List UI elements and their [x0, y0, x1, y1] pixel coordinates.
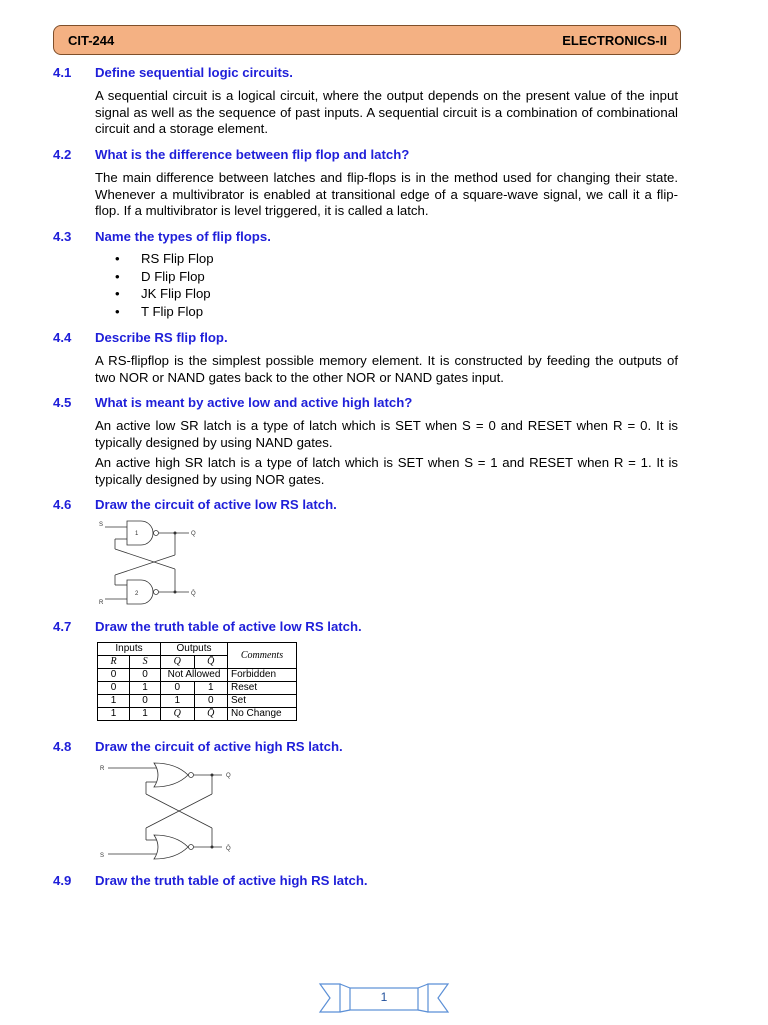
table-row — [98, 708, 297, 721]
question-number: 4.4 — [53, 330, 72, 345]
answer-4-2: The main difference between latches and flip-flops is in the method used for changing their state. Whenever a multivibrator is enabled at transitional edge of a square-wave signal, we call it a flip-flop. If a multivibrator is level triggered, it is called a latch. — [95, 170, 678, 219]
table-cell: 1 — [194, 682, 228, 695]
col-header: S — [130, 656, 161, 669]
page-number-ribbon — [318, 976, 450, 1020]
table-cell: 1 — [130, 708, 161, 721]
page-number: 1 — [380, 990, 388, 1004]
active-high-rs-latch-circuit — [96, 760, 246, 864]
question-text: What is the difference between flip flop and latch? — [95, 147, 410, 162]
question-number: 4.7 — [53, 619, 72, 634]
table-cell: No Change — [228, 708, 297, 721]
table-cell: 0 — [130, 669, 161, 682]
s-input-label: S — [99, 522, 104, 528]
table-cell: 1 — [98, 695, 130, 708]
list-item: • JK Flip Flop — [95, 285, 214, 303]
answer-4-5-high: An active high SR latch is a type of latch which is SET when S = 1 and RESET when R = 1. It is typically designed by using NOR gates. — [95, 455, 678, 487]
question-4-1 — [53, 65, 293, 80]
flip-flop-type-list — [95, 250, 214, 321]
col-header: Q — [161, 656, 195, 669]
question-4-4 — [53, 330, 228, 345]
question-4-6 — [53, 497, 337, 512]
table-cell: 1 — [98, 708, 130, 721]
question-number: 4.9 — [53, 873, 72, 888]
question-text: Draw the truth table of active high RS latch. — [95, 873, 368, 888]
col-header: R — [98, 656, 130, 669]
table-cell: Reset — [228, 682, 297, 695]
table-cell: 1 — [130, 682, 161, 695]
q-output-label: Q — [191, 531, 196, 537]
table-cell: 0 — [194, 695, 228, 708]
question-4-5 — [53, 395, 412, 410]
question-number: 4.2 — [53, 147, 72, 162]
answer-4-1: A sequential circuit is a logical circuit, where the output depends on the present value of the input signal as well as the sequence of past inputs. A sequential circuit is a combination of combinational circuit and a storage element. — [95, 88, 678, 137]
gate-1-label: 1 — [135, 531, 139, 537]
question-number: 4.6 — [53, 497, 72, 512]
list-item: • T Flip Flop — [95, 303, 214, 321]
answer-4-4: A RS-flipflop is the simplest possible memory element. It is constructed by feeding the outputs of two NOR or NAND gates back to the other NOR or NAND gates input. — [95, 353, 678, 385]
list-item: • D Flip Flop — [95, 268, 214, 286]
table-header-row — [98, 643, 297, 656]
question-text: Draw the truth table of active low RS latch. — [95, 619, 362, 634]
answer-4-5-low: An active low SR latch is a type of latch which is SET when S = 0 and RESET when R = 0. It is typically designed by using NAND gates. — [95, 418, 678, 450]
inputs-header: Inputs — [98, 643, 161, 656]
gate-2-label: 2 — [135, 591, 139, 597]
r-input-label: R — [100, 766, 105, 772]
table-cell: Q — [161, 708, 195, 721]
table-cell: 0 — [98, 682, 130, 695]
question-number: 4.5 — [53, 395, 72, 410]
question-text: Describe RS flip flop. — [95, 330, 228, 345]
question-4-8 — [53, 739, 343, 754]
q-output-label: Q — [226, 773, 231, 779]
table-cell: 0 — [130, 695, 161, 708]
question-text: Draw the circuit of active high RS latch. — [95, 739, 343, 754]
list-item: • RS Flip Flop — [95, 250, 214, 268]
table-cell: Q̄ — [194, 708, 228, 721]
subject-title: ELECTRONICS-II — [562, 33, 667, 48]
question-text: Name the types of flip flops. — [95, 229, 271, 244]
table-row — [98, 669, 297, 682]
table-cell: 0 — [161, 682, 195, 695]
qbar-output-label: Q̄ — [226, 846, 231, 852]
question-number: 4.1 — [53, 65, 72, 80]
question-number: 4.3 — [53, 229, 72, 244]
active-low-truth-table — [97, 642, 297, 721]
col-header: Q̄ — [194, 656, 228, 669]
page-header — [53, 25, 681, 55]
table-row — [98, 695, 297, 708]
comments-header: Comments — [228, 643, 297, 669]
table-cell: Forbidden — [228, 669, 297, 682]
outputs-header: Outputs — [161, 643, 228, 656]
question-4-3 — [53, 229, 271, 244]
s-input-label: S — [100, 853, 105, 859]
question-text: What is meant by active low and active high latch? — [95, 395, 413, 410]
qbar-output-label: Q̄ — [191, 591, 196, 597]
table-cell: Not Allowed — [161, 669, 228, 682]
table-cell: Set — [228, 695, 297, 708]
table-cell: 1 — [161, 695, 195, 708]
table-cell: 0 — [98, 669, 130, 682]
question-number: 4.8 — [53, 739, 72, 754]
course-code: CIT-244 — [68, 33, 115, 48]
question-4-2 — [53, 147, 409, 162]
question-text: Draw the circuit of active low RS latch. — [95, 497, 337, 512]
question-text: Define sequential logic circuits. — [95, 65, 293, 80]
question-4-7 — [53, 619, 362, 634]
question-4-9 — [53, 873, 368, 888]
active-low-rs-latch-circuit — [95, 517, 210, 612]
table-row — [98, 682, 297, 695]
r-input-label: R — [99, 600, 104, 606]
